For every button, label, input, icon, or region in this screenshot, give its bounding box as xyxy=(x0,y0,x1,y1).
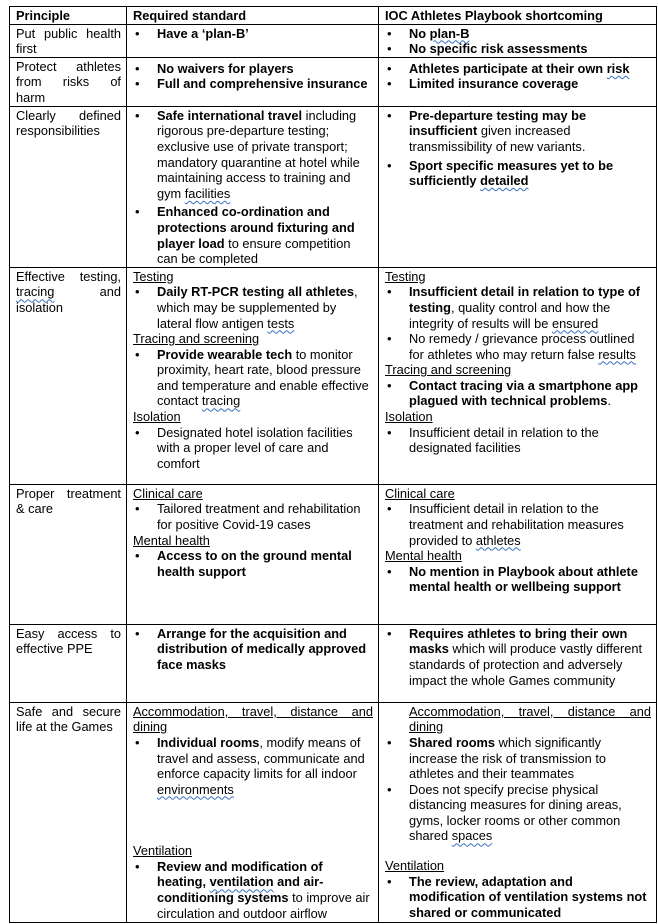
table-row xyxy=(10,267,657,484)
list-item: • Athletes participate at their own risk xyxy=(385,61,651,77)
list-item: • Daily RT-PCR testing all athletes, which may be supplemented by lateral flow antigen tests xyxy=(133,284,373,331)
header-ioc-shortcoming: IOC Athletes Playbook shortcoming xyxy=(379,7,657,25)
list-item: • Access to on the ground mental health support xyxy=(133,548,373,579)
header-principle: Principle xyxy=(10,7,127,25)
principle-cell xyxy=(10,57,127,106)
list-item: • No waivers for players xyxy=(133,61,373,77)
table-row xyxy=(10,57,657,106)
table-row xyxy=(10,484,657,624)
standard-cell xyxy=(127,24,379,57)
list-item: • Contact tracing via a smartphone app plagued with technical problems. xyxy=(385,378,651,409)
table-row xyxy=(10,24,657,57)
shortcoming-cell xyxy=(379,267,657,484)
list-item: • Requires athletes to bring their own masks which will produce vastly different standards of protection and adversely impact the whole Games community xyxy=(385,626,651,688)
list-item: • Shared rooms which significantly increase the risk of transmission to athletes and their teammates xyxy=(385,735,651,782)
section-heading: Isolation xyxy=(385,409,433,425)
section-heading: Mental health xyxy=(133,532,210,548)
principle-cell: Safe and secure life at the Games xyxy=(10,702,127,922)
list-item: • Enhanced co-ordination and protections around fixturing and player load to ensure competition can be completed xyxy=(133,204,373,266)
principle-cell: Effective testing, tracing and isolation xyxy=(10,267,127,484)
principle-cell: Proper treatment & care xyxy=(10,484,127,624)
shortcoming-cell xyxy=(379,106,657,267)
standard-cell xyxy=(127,57,379,106)
principle-cell: Clearly defined responsibilities xyxy=(10,106,127,267)
principle-text-end: harm xyxy=(16,89,46,105)
list-item: • Arrange for the acquisition and distribution of medically approved face masks xyxy=(133,626,373,673)
shortcoming-cell xyxy=(379,624,657,702)
section-heading: Tracing and screening xyxy=(385,362,512,378)
header-required-standard: Required standard xyxy=(127,7,379,25)
standard-cell xyxy=(127,484,379,624)
section-heading: Testing xyxy=(133,268,174,284)
section-heading: Accommodation, travel, distance and dining xyxy=(409,703,651,735)
table-header-row xyxy=(10,7,657,25)
list-item: • Designated hotel isolation facilities with a proper level of care and comfort xyxy=(133,425,373,472)
table-row xyxy=(10,106,657,267)
list-item: • No mention in Playbook about athlete mental health or wellbeing support xyxy=(385,564,651,595)
list-item: • Have a ‘plan-B’ xyxy=(133,26,373,42)
list-item: • Does not specify precise physical distancing measures for dining areas, gyms, locker rooms or other common shared spaces xyxy=(385,782,651,844)
section-heading: Ventilation xyxy=(133,843,193,859)
shortcoming-cell xyxy=(379,24,657,57)
principle-text: Protect athletes from risks of xyxy=(16,58,121,90)
list-item: • Limited insurance coverage xyxy=(385,76,651,92)
list-item: • Pre-departure testing may be insufficient given increased transmissibility of new variants. xyxy=(385,108,651,155)
standard-cell xyxy=(127,106,379,267)
principle-cell: Easy access to effective PPE xyxy=(10,624,127,702)
shortcoming-cell xyxy=(379,57,657,106)
section-heading: Isolation xyxy=(133,409,181,425)
list-item: • No remedy / grievance process outlined for athletes who may return false results xyxy=(385,331,651,362)
section-heading: Accommodation, travel, distance and dining xyxy=(133,703,373,735)
list-item: • The review, adaptation and modification of ventilation systems not shared or communicated xyxy=(385,874,651,921)
principle-cell: Put public health first xyxy=(10,24,127,57)
section-heading: Testing xyxy=(385,268,426,284)
list-item: • Insufficient detail in relation to the designated facilities xyxy=(385,425,651,456)
principles-table xyxy=(9,6,657,923)
list-item: • Safe international travel including rigorous pre-departure testing; exclusive use of private transport; mandatory quarantine at hotel while maintaining access to training and gym facilities xyxy=(133,108,373,202)
list-item: • Individual rooms, modify means of travel and assess, communicate and enforce capacity limits for all indoor environments xyxy=(133,735,373,797)
section-heading: Clinical care xyxy=(133,485,203,501)
list-item: • No plan-B xyxy=(385,26,651,42)
standard-cell xyxy=(127,702,379,922)
list-item: • Insufficient detail in relation to type of testing, quality control and how the integrity of results will be ensured xyxy=(385,284,651,331)
section-heading: Tracing and screening xyxy=(133,331,260,347)
standard-cell xyxy=(127,267,379,484)
table-row xyxy=(10,702,657,922)
list-item: • No specific risk assessments xyxy=(385,41,651,57)
shortcoming-cell xyxy=(379,484,657,624)
list-item: • Provide wearable tech to monitor proximity, heart rate, blood pressure and temperature and enable effective contact tracing xyxy=(133,347,373,409)
list-item: • Sport specific measures yet to be sufficiently detailed xyxy=(385,158,651,189)
shortcoming-cell xyxy=(379,702,657,922)
list-item: • Insufficient detail in relation to the treatment and rehabilitation measures provided to athletes xyxy=(385,501,651,548)
section-heading: Clinical care xyxy=(385,485,455,501)
list-item: • Full and comprehensive insurance xyxy=(133,76,373,92)
section-heading: Ventilation xyxy=(385,858,445,874)
table-row xyxy=(10,624,657,702)
section-heading: Mental health xyxy=(385,548,462,564)
list-item: • Review and modification of heating, ventilation and air-conditioning systems to improve air circulation and outdoor airflow xyxy=(133,859,373,921)
standard-cell xyxy=(127,624,379,702)
list-item: • Tailored treatment and rehabilitation for positive Covid-19 cases xyxy=(133,501,373,532)
